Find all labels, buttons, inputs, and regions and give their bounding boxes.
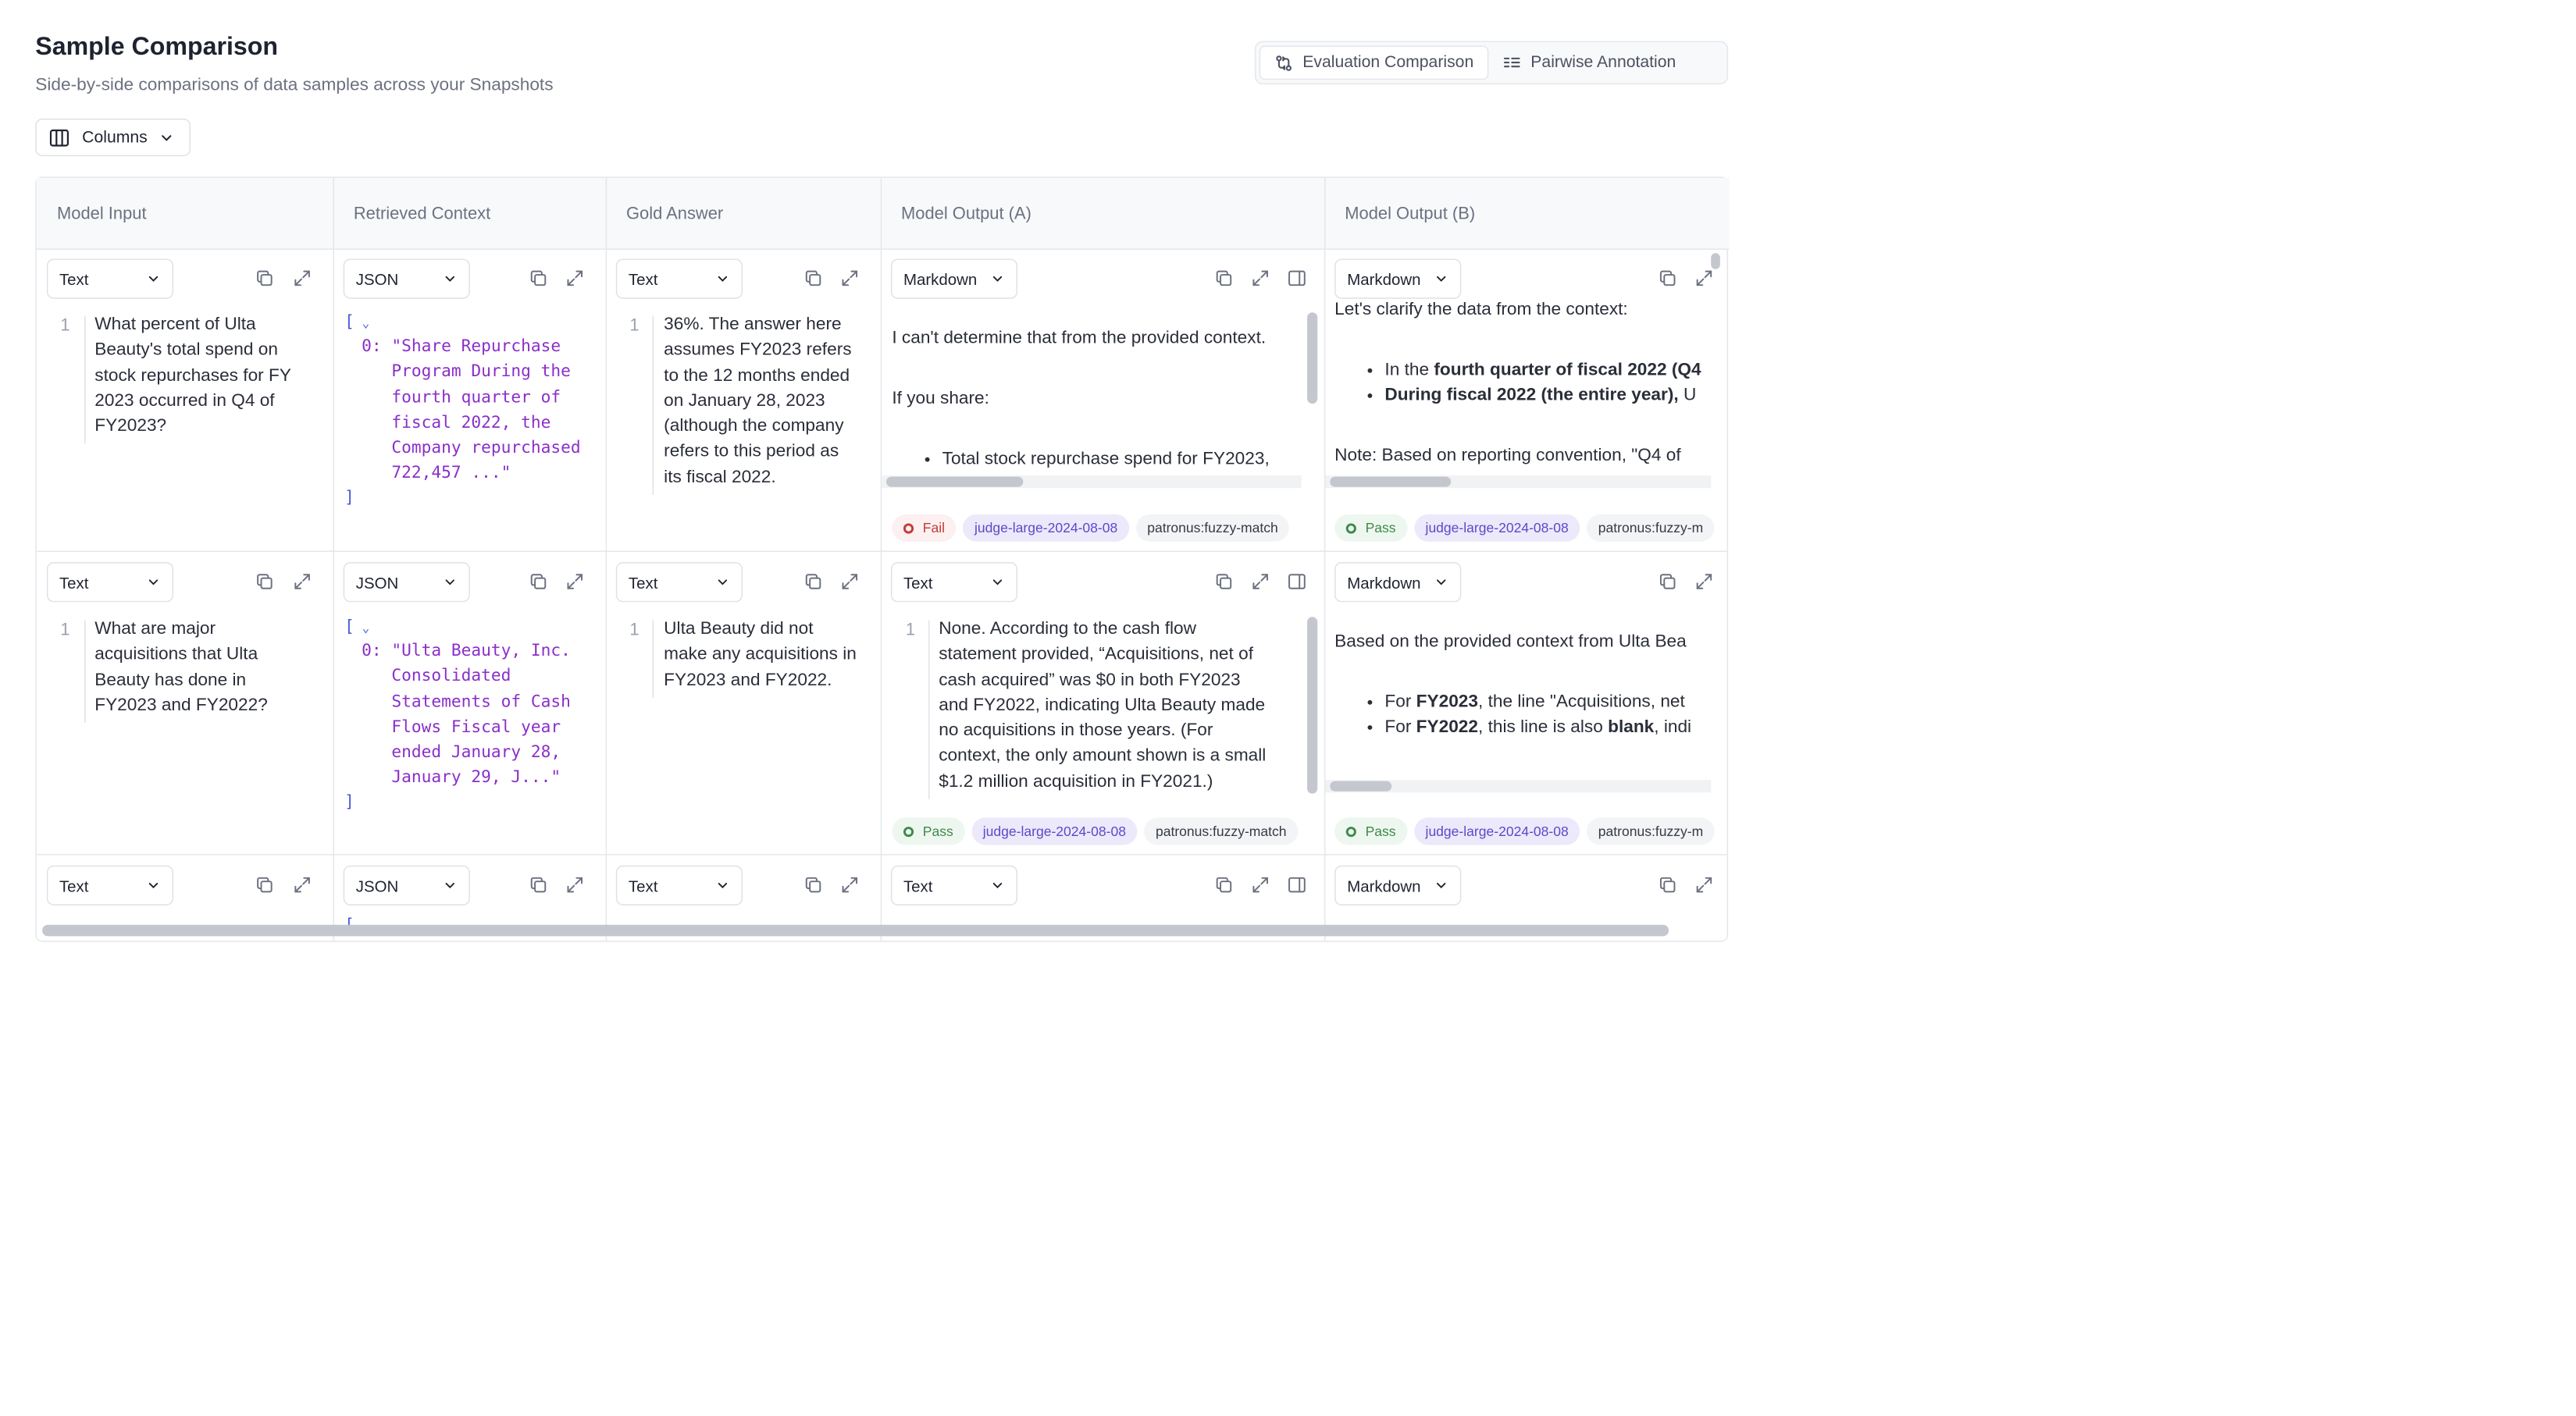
evaluator-badge: patronus:fuzzy-m	[1587, 817, 1715, 845]
output-b-markdown	[1325, 292, 1711, 475]
chevron-down-icon	[990, 272, 1005, 286]
status-label: Pass	[1365, 520, 1396, 536]
header-label: Model Input	[57, 203, 147, 223]
judge-badge: judge-large-2024-08-08	[971, 817, 1137, 845]
copy-icon[interactable]	[528, 571, 548, 592]
list-text: For	[1384, 717, 1416, 737]
json-open-bracket	[344, 913, 355, 923]
judge-badge: judge-large-2024-08-08	[1414, 514, 1580, 542]
chevron-down-icon	[715, 575, 730, 589]
copy-icon[interactable]	[255, 268, 275, 288]
copy-icon[interactable]	[803, 571, 823, 592]
cell-vertical-scrollbar[interactable]	[1307, 312, 1317, 404]
line-number: 1	[60, 620, 70, 640]
list-text: , indi	[1654, 717, 1692, 737]
chevron-down-icon	[146, 575, 161, 589]
format-dropdown[interactable]	[616, 259, 743, 299]
chevron-down-icon	[443, 575, 458, 589]
panel-icon[interactable]	[1287, 874, 1307, 895]
format-value: Markdown	[1347, 876, 1421, 895]
chevron-down-icon	[1434, 575, 1448, 589]
header-label: Retrieved Context	[353, 203, 491, 223]
columns-icon	[48, 126, 70, 148]
header-model-input	[37, 178, 333, 250]
expand-icon[interactable]	[565, 874, 585, 895]
status-badge	[1334, 514, 1407, 542]
expand-icon[interactable]	[565, 571, 585, 592]
json-close-bracket: ]	[344, 793, 355, 813]
status-label: Fail	[922, 520, 946, 536]
chevron-down-icon	[443, 878, 458, 893]
markdown-list-item	[1384, 383, 1701, 408]
json-text: 0: "Share Repurchase Program During the fourth quarter of fiscal 2022, the Company repurchased 722,457 ..."	[362, 337, 581, 483]
format-value: JSON	[355, 876, 399, 895]
header-output-b	[1324, 178, 1730, 250]
copy-icon[interactable]	[1213, 874, 1234, 895]
pairwise-annotation-label: Pairwise Annotation	[1530, 53, 1676, 73]
list-text: , this line is also	[1477, 717, 1609, 737]
status-dot-icon	[1346, 523, 1356, 533]
expand-icon[interactable]	[1694, 571, 1714, 592]
format-dropdown[interactable]	[344, 562, 470, 602]
chevron-down-icon	[146, 878, 161, 893]
list-bold: FY2023	[1416, 692, 1478, 712]
chevron-down-icon	[990, 575, 1005, 589]
json-text: 0: "Ulta Beauty, Inc. Consolidated Statements of Cash Flows Fiscal year ended January 28, January 29, J..."	[362, 642, 571, 788]
format-dropdown[interactable]	[616, 866, 743, 905]
chevron-down-icon	[159, 130, 174, 145]
chevron-down-icon[interactable]: ⌄	[354, 620, 370, 635]
status-dot-icon	[903, 523, 914, 533]
format-dropdown[interactable]	[891, 259, 1017, 299]
header-gold-answer	[606, 178, 881, 250]
output-a-text: None. According to the cash flow statement provided, “Acquisitions, net of cash acquired” was $0 in both FY2023 and FY2022, indicating Ulta Beauty made no acquisitions in those years. (For context, the only amount shown is a small $1.2 million acquisition in FY2021.)	[939, 619, 1267, 792]
evaluator-badge: patronus:fuzzy-m	[1587, 514, 1715, 542]
format-value: Text	[628, 269, 658, 288]
list-text: , the line "Acquisitions, net	[1477, 692, 1685, 712]
markdown-paragraph: I can't determine that from the provided context.	[892, 328, 1267, 348]
status-badge	[892, 817, 964, 845]
expand-icon[interactable]	[1250, 571, 1270, 592]
json-close-bracket: ]	[344, 489, 355, 508]
list-bold: fourth quarter of fiscal 2022 (Q4	[1434, 360, 1701, 380]
copy-icon[interactable]	[255, 571, 275, 592]
json-bracket: [	[344, 617, 355, 637]
list-text: In the	[1384, 360, 1434, 380]
copy-icon[interactable]	[803, 874, 823, 895]
format-dropdown[interactable]	[47, 259, 173, 299]
copy-icon[interactable]	[1213, 571, 1234, 592]
copy-icon[interactable]	[1658, 874, 1678, 895]
format-dropdown[interactable]	[344, 259, 470, 299]
list-bold: FY2022	[1416, 717, 1478, 737]
evaluation-comparison-label: Evaluation Comparison	[1302, 53, 1474, 73]
chevron-down-icon[interactable]: ⌄	[354, 315, 370, 331]
json-bracket: [	[344, 313, 355, 333]
gold-text: 36%. The answer here assumes FY2023 refers to the 12 months ended on January 28, 2023 (although the company refers to this period as its fiscal 2022.	[664, 315, 852, 487]
expand-icon[interactable]	[292, 268, 312, 288]
eval-tags	[1334, 514, 1715, 542]
format-value: Markdown	[903, 269, 978, 288]
copy-icon[interactable]	[1658, 571, 1678, 592]
compare-icon	[1274, 53, 1294, 73]
header-retrieved-context	[333, 178, 606, 250]
chevron-down-icon	[1434, 272, 1448, 286]
chevron-down-icon	[990, 878, 1005, 893]
expand-icon[interactable]	[1250, 268, 1270, 288]
copy-icon[interactable]	[1213, 268, 1234, 288]
cell-horizontal-scrollbar[interactable]	[1330, 477, 1451, 487]
markdown-list-item	[1384, 690, 1691, 715]
copy-icon[interactable]	[255, 874, 275, 895]
table-horizontal-scrollbar[interactable]	[42, 925, 1669, 937]
cell-horizontal-scrollbar[interactable]	[886, 477, 1023, 487]
format-value: JSON	[355, 269, 399, 288]
panel-icon[interactable]	[1287, 268, 1307, 288]
format-value: Text	[628, 876, 658, 895]
chevron-down-icon	[715, 272, 730, 286]
chevron-down-icon	[443, 272, 458, 286]
json-open-bracket	[344, 614, 369, 641]
format-dropdown[interactable]	[891, 562, 1017, 602]
evaluator-badge: patronus:fuzzy-match	[1136, 514, 1290, 542]
markdown-paragraph: If you share:	[892, 389, 989, 408]
status-label: Pass	[922, 823, 953, 840]
line-number: 1	[905, 620, 916, 640]
status-label: Pass	[1365, 823, 1396, 840]
format-dropdown[interactable]	[891, 866, 1017, 905]
eval-tags	[892, 817, 1298, 845]
expand-icon[interactable]	[1694, 268, 1714, 288]
chevron-down-icon	[715, 878, 730, 893]
format-value: Text	[59, 876, 89, 895]
format-value: Markdown	[1347, 573, 1421, 592]
status-badge	[1334, 817, 1407, 845]
format-value: JSON	[355, 573, 399, 592]
status-dot-icon	[903, 826, 914, 836]
markdown-paragraph: Note: Based on reporting convention, "Q4 of	[1334, 446, 1681, 466]
header-output-a	[881, 178, 1324, 250]
format-value: Text	[903, 876, 933, 895]
judge-badge: judge-large-2024-08-08	[963, 514, 1128, 542]
format-value: Text	[59, 573, 89, 592]
output-b-markdown	[1325, 611, 1711, 779]
view-toggle	[1255, 41, 1728, 85]
copy-icon[interactable]	[1658, 268, 1678, 288]
columns-label: Columns	[82, 128, 148, 147]
page-subtitle: Side-by-side comparisons of data samples across your Snapshots	[35, 75, 554, 95]
format-dropdown[interactable]	[1334, 562, 1461, 602]
copy-icon[interactable]	[528, 268, 548, 288]
chevron-down-icon	[146, 272, 161, 286]
expand-icon[interactable]	[1694, 874, 1714, 895]
list-text: For	[1384, 692, 1416, 712]
expand-icon[interactable]	[292, 571, 312, 592]
eval-tags	[892, 514, 1289, 542]
markdown-paragraph: Based on the provided context from Ulta Bea	[1334, 632, 1687, 652]
header-label: Model Output (A)	[901, 203, 1031, 223]
format-dropdown[interactable]	[616, 562, 743, 602]
cell-horizontal-scrollbar[interactable]	[1330, 781, 1391, 792]
input-text: What are major acquisitions that Ulta Beauty has done in FY2023 and FY2022?	[94, 619, 268, 715]
chevron-down-icon	[1434, 878, 1448, 893]
copy-icon[interactable]	[528, 874, 548, 895]
page-title: Sample Comparison	[35, 31, 279, 61]
format-dropdown[interactable]	[344, 866, 470, 905]
judge-badge: judge-large-2024-08-08	[1414, 817, 1580, 845]
list-bold: blank	[1608, 717, 1655, 737]
markdown-list-item	[1384, 715, 1691, 740]
format-value: Text	[903, 573, 933, 592]
status-badge	[892, 514, 956, 542]
table-vertical-scrollbar[interactable]	[1711, 253, 1720, 269]
comparison-table	[35, 176, 1728, 941]
cell-vertical-scrollbar[interactable]	[1307, 617, 1317, 793]
expand-icon[interactable]	[839, 874, 860, 895]
format-value: Text	[628, 573, 658, 592]
expand-icon[interactable]	[839, 571, 860, 592]
line-number: 1	[60, 315, 70, 336]
format-dropdown[interactable]	[47, 562, 173, 602]
gold-text: Ulta Beauty did not make any acquisitions in FY2023 and FY2022.	[664, 619, 857, 690]
panel-icon[interactable]	[1287, 571, 1307, 592]
status-dot-icon	[1346, 826, 1356, 836]
eval-tags	[1334, 817, 1715, 845]
expand-icon[interactable]	[839, 268, 860, 288]
evaluation-comparison-button[interactable]	[1259, 45, 1489, 80]
markdown-list-item	[1384, 358, 1701, 383]
format-value: Text	[59, 269, 89, 288]
columns-button[interactable]	[35, 119, 191, 156]
pairwise-annotation-button[interactable]	[1488, 45, 1690, 80]
list-icon	[1502, 53, 1522, 73]
expand-icon[interactable]	[292, 874, 312, 895]
markdown-list-item: • Total stock repurchase spend for FY2023,	[942, 447, 1270, 472]
input-text: What percent of Ulta Beauty's total spend on stock repurchases for FY 2023 occurred in Q4 of FY2023?	[94, 315, 291, 436]
list-text: U	[1678, 385, 1697, 405]
markdown-paragraph: Let's clarify the data from the context:	[1334, 300, 1628, 320]
format-value: Markdown	[1347, 269, 1421, 288]
line-number: 1	[629, 315, 640, 336]
expand-icon[interactable]	[1250, 874, 1270, 895]
header-label: Model Output (B)	[1345, 203, 1476, 223]
format-dropdown[interactable]	[47, 866, 173, 905]
expand-icon[interactable]	[565, 268, 585, 288]
output-a-markdown	[882, 305, 1302, 473]
json-open-bracket	[344, 310, 369, 336]
header-label: Gold Answer	[625, 203, 724, 223]
copy-icon[interactable]	[803, 268, 823, 288]
list-bold: During fiscal 2022 (the entire year),	[1384, 385, 1679, 405]
format-dropdown[interactable]	[1334, 866, 1461, 905]
line-number: 1	[629, 620, 640, 640]
evaluator-badge: patronus:fuzzy-match	[1144, 817, 1298, 845]
